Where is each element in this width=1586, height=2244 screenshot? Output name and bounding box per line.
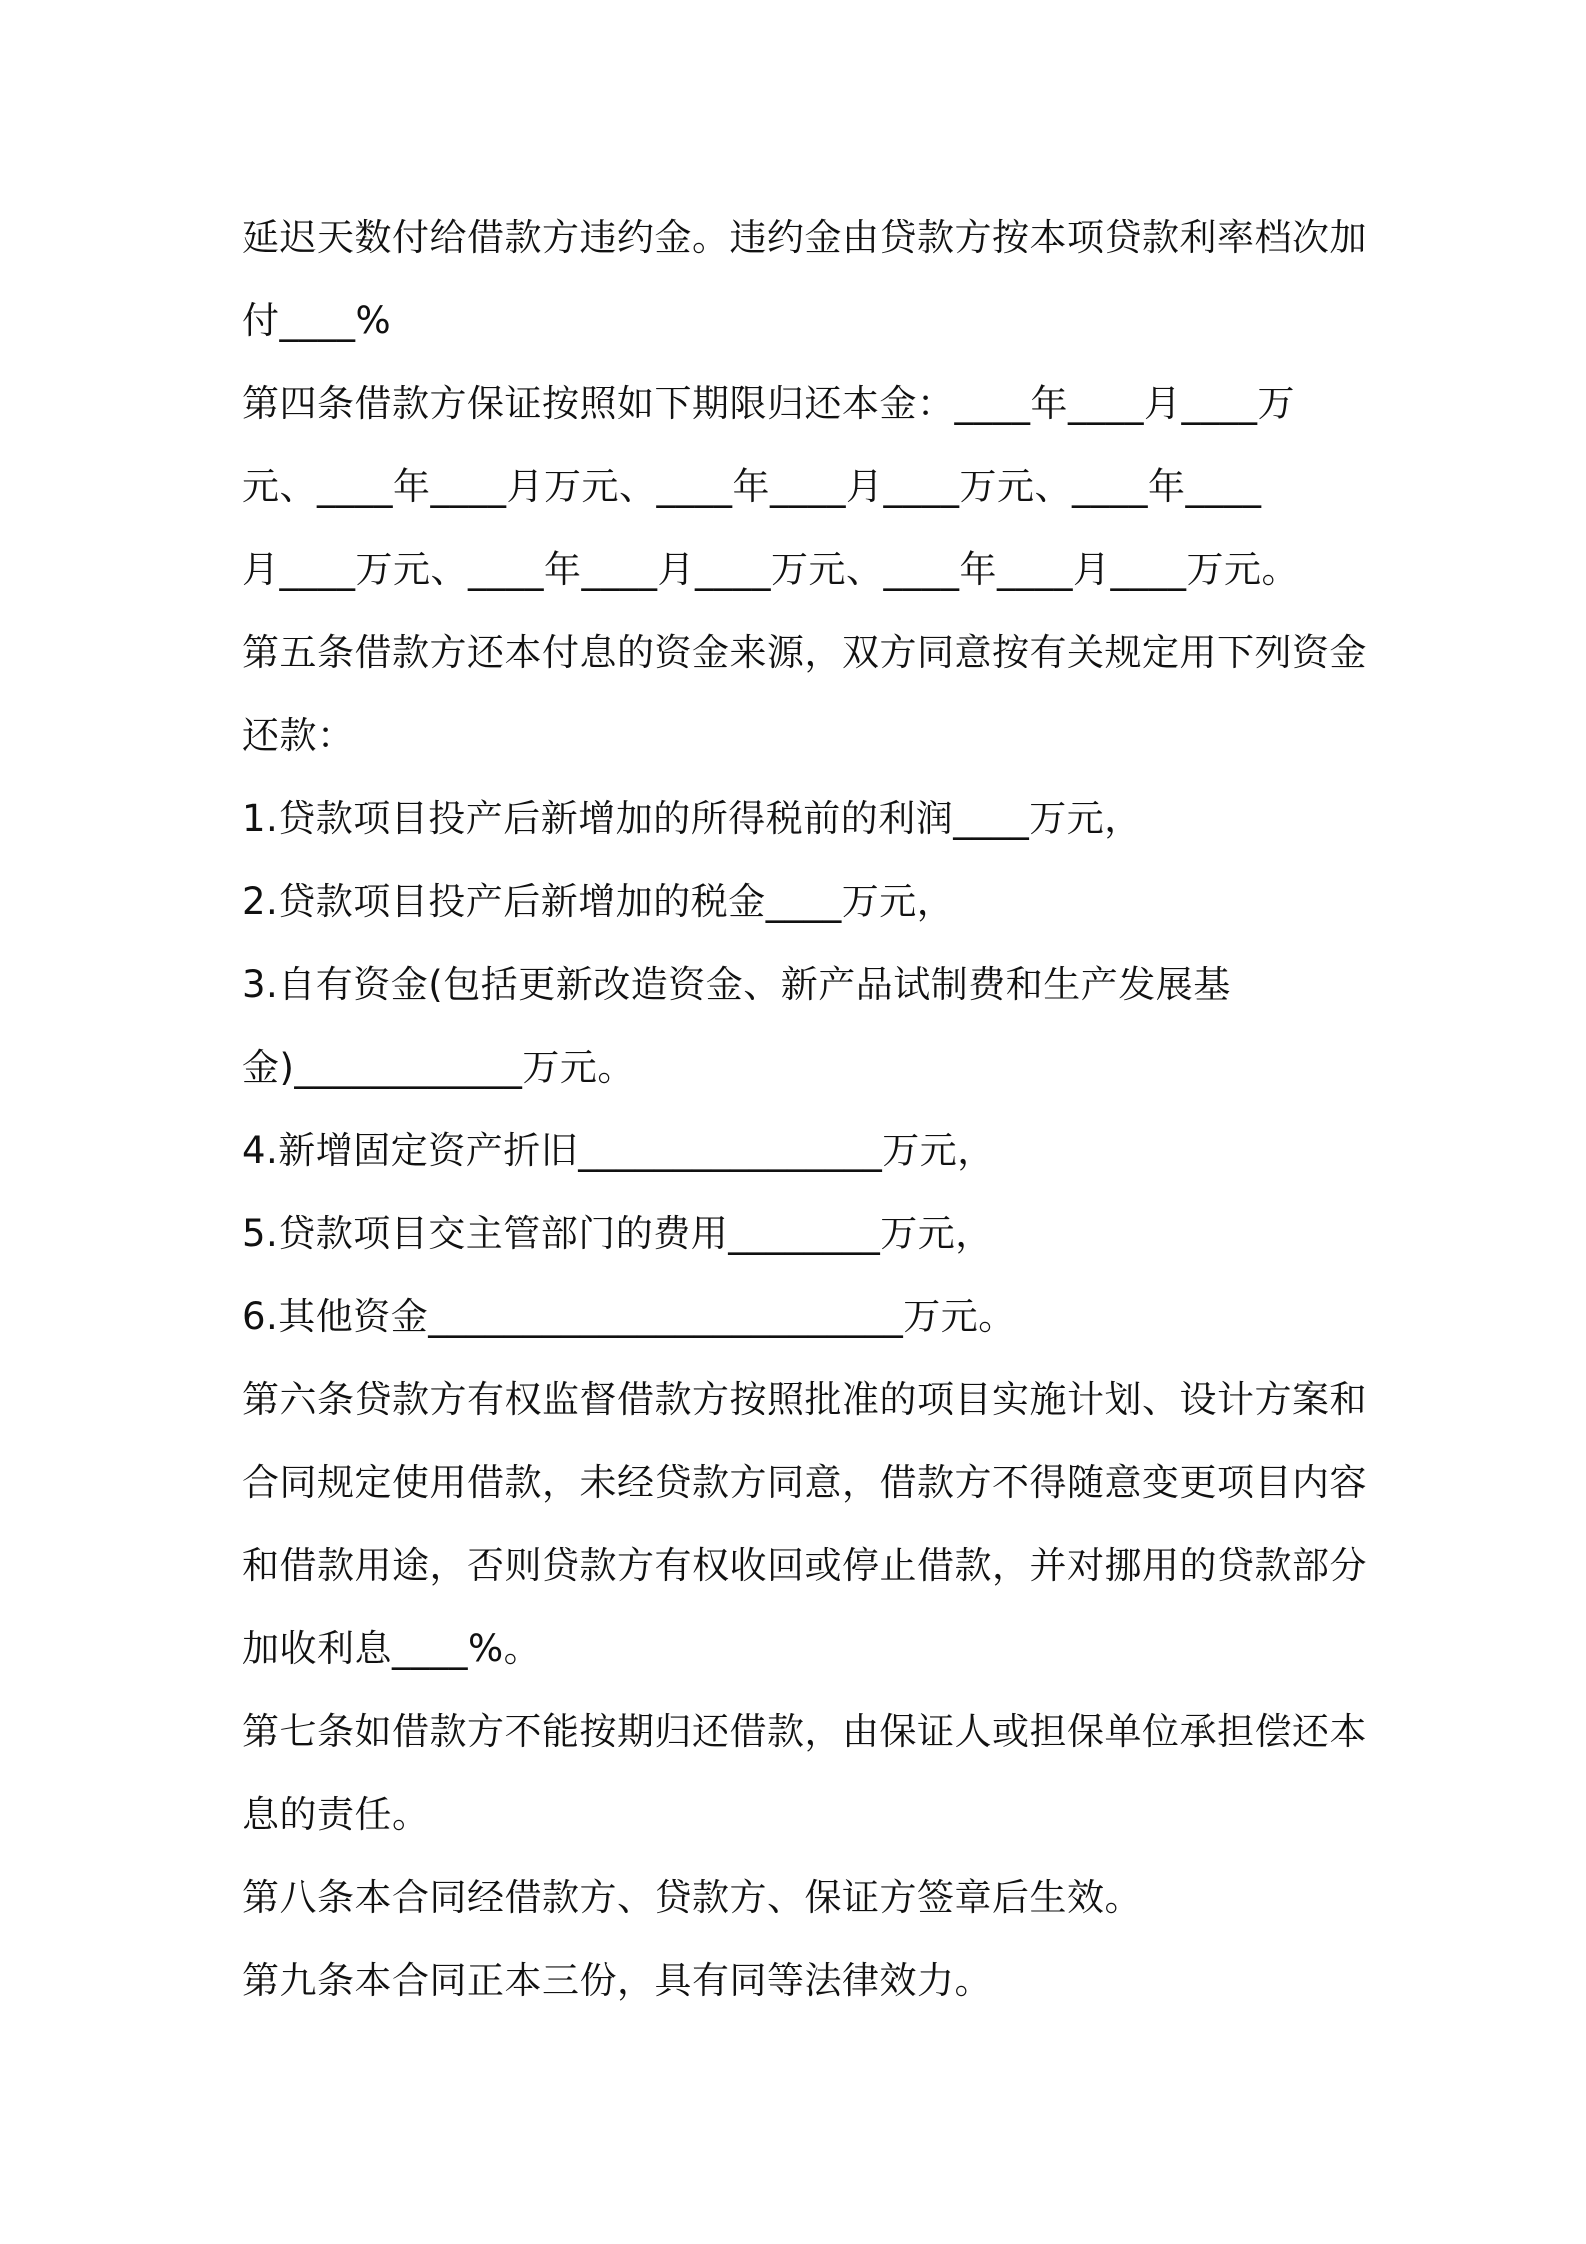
list-item: 1.贷款项目投产后新增加的所得税前的利润____万元， xyxy=(242,797,1142,840)
article-5-line: 第五条借款方还本付息的资金来源，双方同意按有关规定用下列资金 xyxy=(242,631,1367,674)
document-page xyxy=(242,196,1367,2022)
article-7-line: 第七条如借款方不能按期归还借款，由保证人或担保单位承担偿还本 xyxy=(242,1710,1367,1753)
text-line: 延迟天数付给借款方违约金。违约金由贷款方按本项贷款利率档次加 xyxy=(242,216,1367,259)
list-item: 3.自有资金(包括更新改造资金、新产品试制费和生产发展基 xyxy=(242,963,1231,1006)
text-line: 合同规定使用借款，未经贷款方同意，借款方不得随意变更项目内容 xyxy=(242,1461,1367,1504)
article-4-line: 第四条借款方保证按照如下期限归还本金：____年____月____万 xyxy=(242,382,1295,425)
article-6-line: 第六条贷款方有权监督借款方按照批准的项目实施计划、设计方案和 xyxy=(242,1378,1367,1421)
text-line: 加收利息____%。 xyxy=(242,1627,542,1670)
text-line: 和借款用途，否则贷款方有权收回或停止借款，并对挪用的贷款部分 xyxy=(242,1544,1367,1587)
list-item: 2.贷款项目投产后新增加的税金____万元， xyxy=(242,880,955,923)
text-line: 元、____年____月万元、____年____月____万元、____年____ xyxy=(242,465,1262,508)
article-9-line: 第九条本合同正本三份，具有同等法律效力。 xyxy=(242,1959,992,2002)
list-item: 4.新增固定资产折旧________________万元， xyxy=(242,1129,995,1172)
list-item: 6.其他资金_________________________万元。 xyxy=(242,1295,1016,1338)
text-line: 还款： xyxy=(242,714,355,757)
article-8-line: 第八条本合同经借款方、贷款方、保证方签章后生效。 xyxy=(242,1876,1142,1919)
text-line: 金)____________万元。 xyxy=(242,1046,635,1089)
list-item: 5.贷款项目交主管部门的费用________万元， xyxy=(242,1212,993,1255)
text-line: 息的责任。 xyxy=(242,1793,430,1836)
text-line: 付____% xyxy=(242,299,392,342)
text-line: 月____万元、____年____月____万元、____年____月____万元。 xyxy=(242,548,1299,591)
